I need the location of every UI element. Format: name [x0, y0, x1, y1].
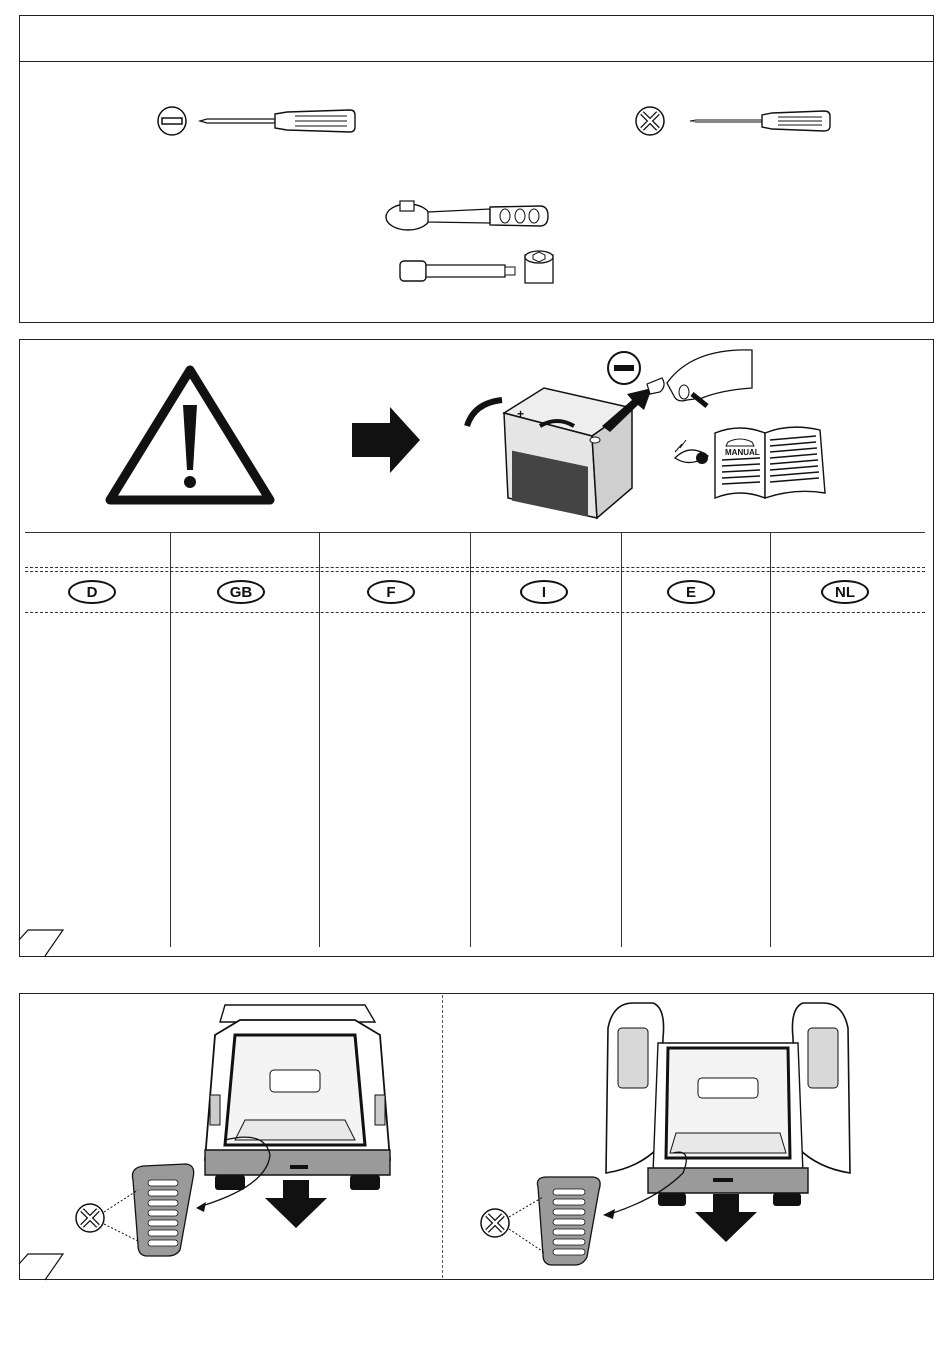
language-badge-fr: F: [367, 580, 415, 604]
language-column-divider: [770, 532, 771, 947]
language-badge-it: I: [520, 580, 568, 604]
ratchet-wrench-illustration: [380, 195, 555, 240]
language-column-divider: [319, 532, 320, 947]
language-table-dashed-rule-3: [25, 612, 925, 613]
warning-triangle-icon: [105, 365, 275, 505]
manual-label: MANUAL: [725, 448, 760, 457]
right-arrow-icon: [350, 405, 422, 475]
language-badge-nl: NL: [821, 580, 869, 604]
van-twin-doors-illustration: [598, 998, 858, 1243]
language-table-top-rule: [25, 532, 925, 533]
language-table-dashed-rule-2: [25, 571, 925, 572]
language-column-divider: [470, 532, 471, 947]
language-badge-de: D: [68, 580, 116, 604]
vehicle-panel-divider: [442, 995, 443, 1278]
van-tailgate-illustration: [195, 1000, 400, 1230]
tools-header-box: [19, 15, 934, 62]
language-badge-gb: GB: [217, 580, 265, 604]
phillips-screwdriver-illustration: [632, 100, 837, 140]
page-fold-mark: [18, 926, 68, 958]
left-trim-panel-illustration: [68, 1160, 218, 1260]
right-trim-panel-illustration: [475, 1175, 625, 1275]
language-column-divider: [621, 532, 622, 947]
extension-socket-illustration: [395, 245, 565, 290]
flat-screwdriver-illustration: [155, 100, 360, 140]
read-manual-illustration: [670, 418, 830, 503]
language-column-divider: [170, 532, 171, 947]
positive-label: +: [517, 407, 525, 421]
page-fold-mark: [18, 1250, 68, 1282]
language-badge-es: E: [667, 580, 715, 604]
language-table-dashed-rule-1: [25, 567, 925, 568]
